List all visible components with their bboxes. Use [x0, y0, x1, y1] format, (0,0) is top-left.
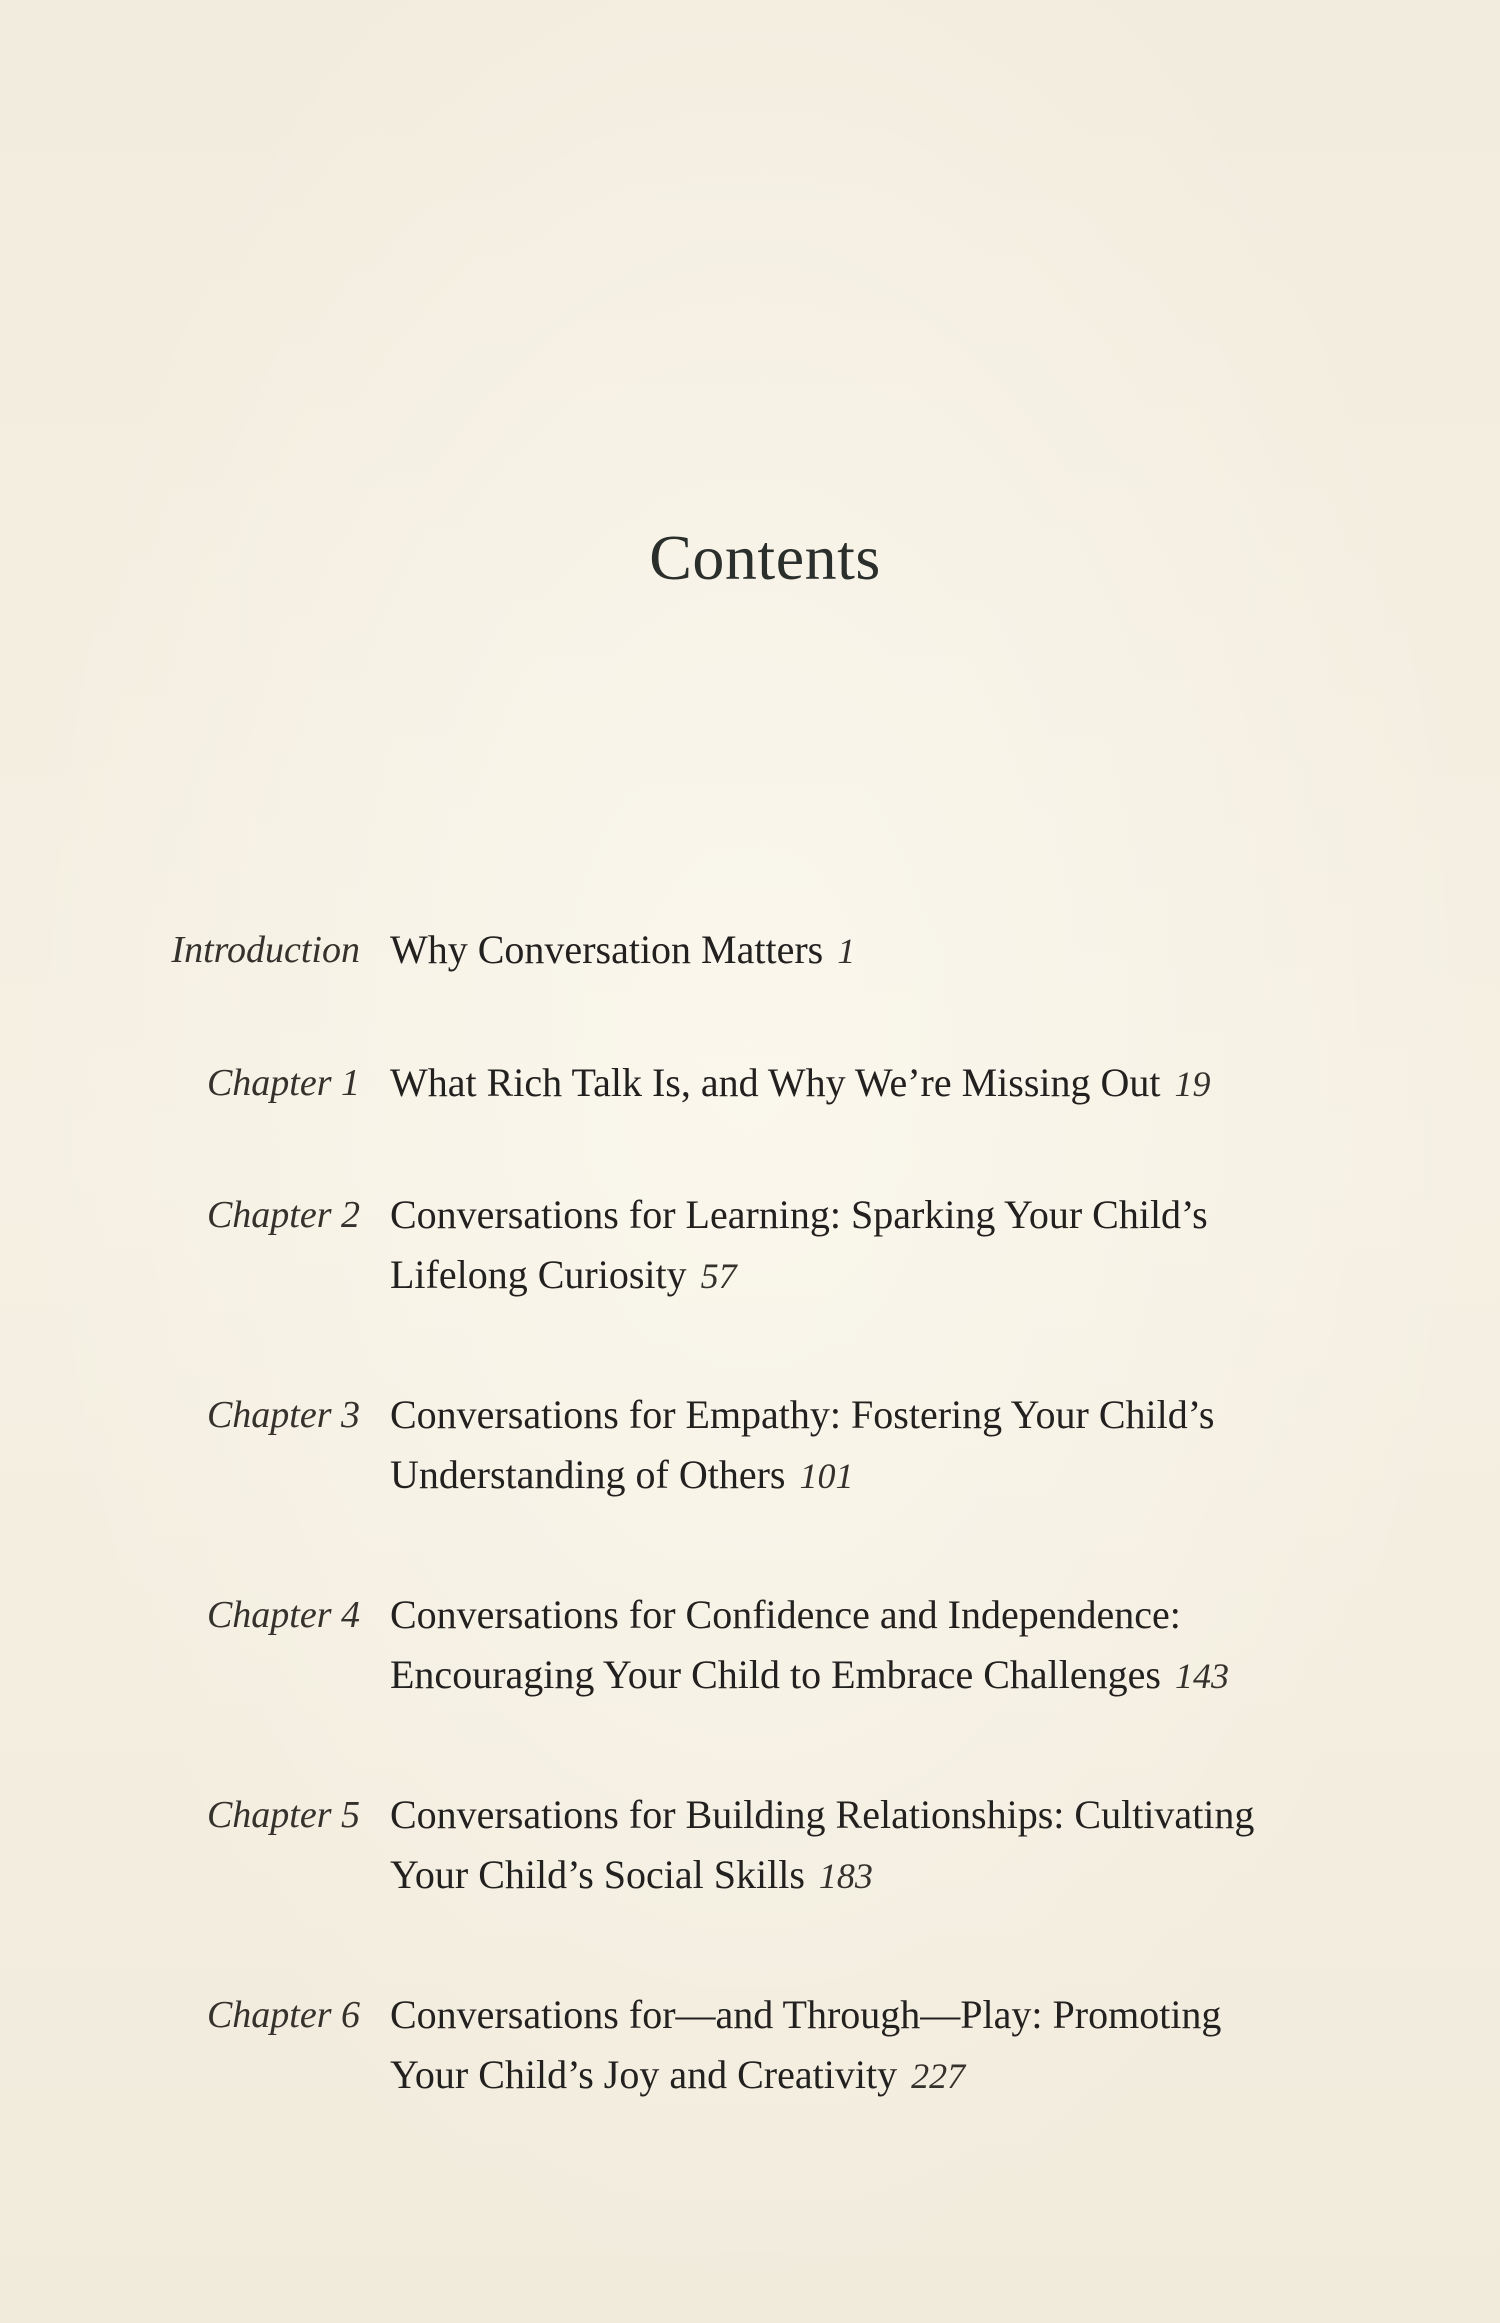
- toc-entry-title-line: Conversations for Building Relationships: Cultivating: [390, 1792, 1255, 1837]
- toc-entry-title: [390, 1385, 1400, 1506]
- toc-entry-title: [390, 920, 1400, 981]
- toc-entry-title-line: Understanding of Others 101: [390, 1452, 854, 1497]
- toc-entry-label: Chapter 2: [206, 1194, 360, 1236]
- toc-entry-chapter-5[interactable]: [0, 1785, 1500, 1897]
- toc-entry-label: Chapter 5: [206, 1794, 360, 1836]
- toc-entry-title: [390, 1185, 1400, 1306]
- toc-entry-label: Chapter 6: [206, 1994, 360, 2036]
- toc-entry-title-line: Your Child’s Joy and Creativity 227: [390, 2052, 966, 2097]
- toc-entry-chapter-1[interactable]: [0, 1053, 1500, 1113]
- toc-entry-title: [390, 1985, 1400, 2106]
- toc-entry-introduction[interactable]: [0, 920, 1500, 980]
- toc-page-number: 183: [818, 1856, 873, 1896]
- toc-entry-title-line: Encouraging Your Child to Embrace Challenges 143: [390, 1652, 1229, 1697]
- toc-entry-title-line: Why Conversation Matters 1: [390, 927, 856, 972]
- toc-entry-title-line: Conversations for—and Through—Play: Promoting: [390, 1992, 1222, 2037]
- toc-entry-title: [390, 1785, 1400, 1906]
- toc-entry-title-line: Your Child’s Social Skills 183: [390, 1852, 873, 1897]
- toc-page-number: 227: [911, 2056, 966, 2096]
- toc-entry-chapter-6[interactable]: [0, 1985, 1500, 2097]
- toc-page-number: 19: [1174, 1064, 1211, 1104]
- toc-entry-title-line: Conversations for Learning: Sparking Your Child’s: [390, 1192, 1208, 1237]
- page-title: Contents: [649, 521, 881, 593]
- toc-entry-title-line: What Rich Talk Is, and Why We’re Missing Out 19: [390, 1060, 1211, 1105]
- toc-page-number: 1: [837, 931, 856, 971]
- toc-page-number: 101: [799, 1456, 854, 1496]
- toc-entry-chapter-4[interactable]: [0, 1585, 1500, 1697]
- toc-entry-label: Chapter 3: [206, 1394, 360, 1436]
- toc-entry-chapter-3[interactable]: [0, 1385, 1500, 1497]
- toc-entry-label: Chapter 4: [206, 1594, 360, 1636]
- toc-entry-title: [390, 1585, 1400, 1706]
- toc-page-number: 143: [1174, 1656, 1229, 1696]
- toc-entry-label: Introduction: [171, 929, 360, 971]
- toc-entry-label: Chapter 1: [206, 1062, 360, 1104]
- toc-entry-chapter-2[interactable]: [0, 1185, 1500, 1297]
- toc-entry-title-line: Conversations for Confidence and Independence:: [390, 1592, 1181, 1637]
- toc-entry-title-line: Conversations for Empathy: Fostering Your Child’s: [390, 1392, 1215, 1437]
- toc-page-number: 57: [700, 1256, 737, 1296]
- toc-entry-title-line: Lifelong Curiosity 57: [390, 1252, 737, 1297]
- toc-entry-title: [390, 1053, 1400, 1114]
